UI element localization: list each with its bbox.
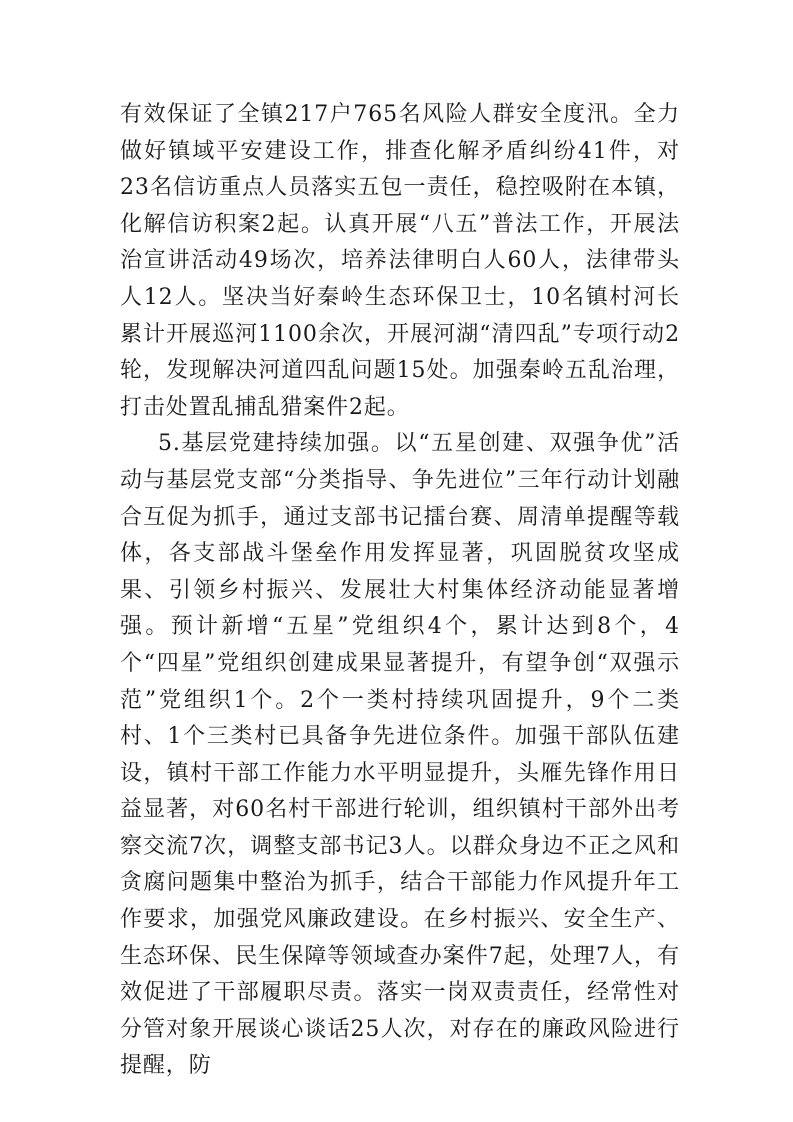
document-body bbox=[120, 97, 680, 1085]
paragraph-party-building: 5.基层党建持续加强。以“五星创建、双强争优”活动与基层党支部“分类指导、争先进位”三年行动计划融合互促为抓手，通过支部书记擂台赛、周清单提醒等载体，各支部战斗堡垒作用发挥显著，巩固脱贫攻坚成果、引领乡村振兴、发展壮大村集体经济动能显著增强。预计新增“五星”党组织4个，累计达到8个，4个“四星”党组织创建成果显著提升，有望争创“双强示范”党组织1个。2个一类村持续巩固提升，9个二类村、1个三类村已具备争先进位条件。加强干部队伍建设，镇村干部工作能力水平明显提升，头雁先锋作用日益显著，对60名村干部进行轮训，组织镇村干部外出考察交流7次，调整支部书记3人。以群众身边不正之风和贪腐问题集中整治为抓手，结合干部能力作风提升年工作要求，加强党风廉政建设。在乡村振兴、安全生产、生态环保、民生保障等领域查办案件7起，处理7人，有效促进了干部履职尽责。落实一岗双责责任，经常性对分管对象开展谈心谈话25人次，对存在的廉政风险进行提醒，防 bbox=[120, 431, 680, 1079]
paragraph-safety-governance: 有效保证了全镇217户765名风险人群安全度汛。全力做好镇域平安建设工作，排查化解矛盾纠纷41件，对23名信访重点人员落实五包一责任，稳控吸附在本镇，化解信访积案2起。认真开展“八五”普法工作，开展法治宣讲活动49场次，培养法律明白人60人，法律带头人12人。坚决当好秦岭生态环保卫士，10名镇村河长累计开展巡河1100余次，开展河湖“清四乱”专项行动2轮，发现解决河道四乱问题15处。加强秦岭五乱治理，打击处置乱捕乱猎案件2起。 bbox=[120, 102, 680, 420]
